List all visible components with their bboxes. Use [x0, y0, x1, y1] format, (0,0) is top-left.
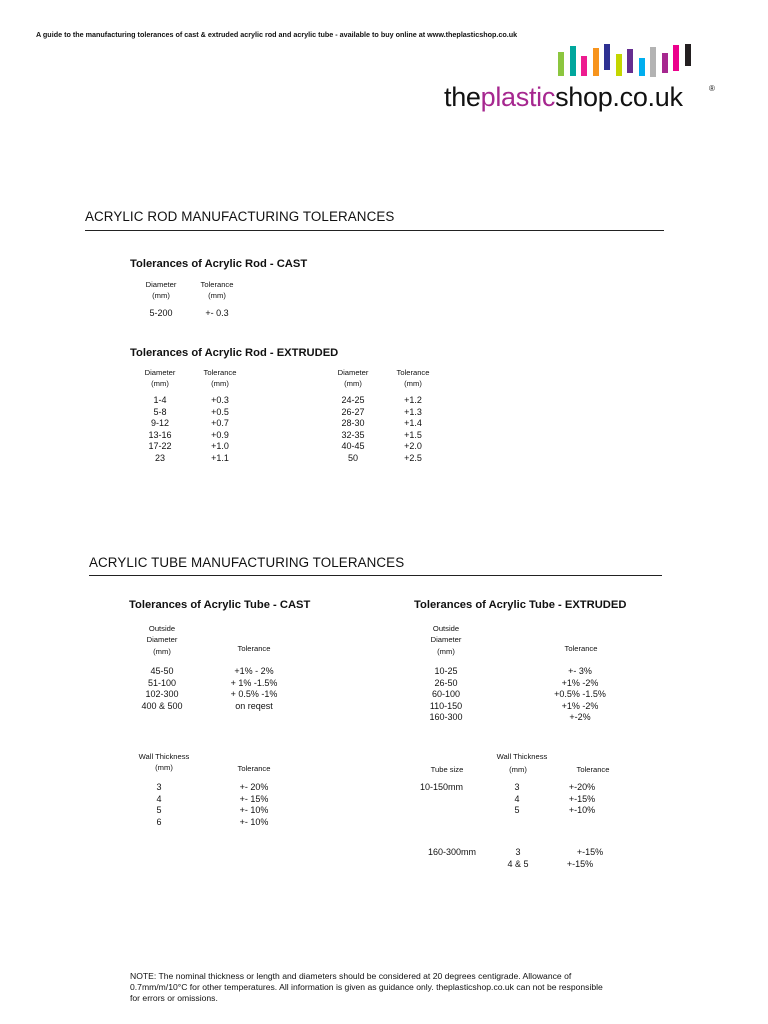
logo-bar — [616, 54, 622, 76]
tube-cast-tolerance-column — [214, 666, 294, 712]
table-cell: 3 — [156, 782, 162, 792]
table-cell: 13-16 — [148, 429, 172, 440]
table-cell: 26-27 — [341, 406, 365, 417]
table-cell: 400 & 500 — [141, 700, 183, 711]
table-cell: +1.4 — [404, 418, 422, 429]
table-cell: 160-300mm — [428, 847, 477, 857]
column-header-tolerance — [565, 764, 621, 775]
table-cell: 5 — [156, 805, 162, 816]
logo-bar — [650, 47, 656, 77]
table-cell: +2.0 — [404, 441, 422, 452]
disclaimer-note: NOTE: The nominal thickness or length and diameters should be considered at 20 degrees centigrade. Allowance of 0.7mm/m/10°C for other temperatures. All information is given as guidance only. theplasticshop.co.uk can not be responsible for errors or omissions. — [130, 971, 603, 1004]
column-header-tolerance — [553, 643, 609, 654]
column-header-tolerance — [193, 279, 241, 302]
table-cell: 17-22 — [148, 441, 172, 452]
header-outside: Outside — [148, 624, 176, 633]
header-tolerance: Tolerance — [200, 280, 234, 289]
header-diameter: Diameter — [337, 368, 369, 377]
tube-section-title: ACRYLIC TUBE MANUFACTURING TOLERANCES — [89, 555, 405, 570]
table-cell: +0.5 — [211, 406, 229, 417]
header-unit: (mm) — [344, 379, 362, 389]
header-tolerance: Tolerance — [396, 368, 430, 377]
table-cell: +0.9 — [211, 429, 229, 440]
tube-cast-wall-tolerance-column — [222, 782, 286, 828]
table-cell: 45-50 — [150, 666, 174, 676]
tube-cast-title: Tolerances of Acrylic Tube - CAST — [129, 599, 311, 611]
header-tolerance: Tolerance — [237, 764, 271, 773]
header-unit: (mm) — [437, 646, 455, 656]
table-cell: 110-150 — [429, 700, 463, 711]
table-cell: 4 & 5 — [507, 858, 529, 869]
header-tolerance: Tolerance — [237, 644, 271, 653]
table-cell: 1-4 — [153, 395, 167, 405]
tube-extruded-diameter-column — [408, 666, 484, 724]
table-cell: 5-8 — [153, 406, 167, 417]
rod-section-rule — [85, 230, 664, 231]
table-cell: 9-12 — [150, 418, 169, 429]
table-cell: +1% -2% — [561, 677, 599, 688]
rod-extruded-tolerance-column-left — [196, 395, 244, 465]
column-header-wall-thickness — [126, 751, 202, 774]
logo-bar — [685, 44, 691, 66]
header-tube-size: Tube size — [430, 765, 464, 774]
table-cell: +- 10% — [239, 816, 269, 827]
table-cell: +1.3 — [404, 406, 422, 417]
header-unit: (mm) — [404, 379, 422, 389]
table-cell: 51-100 — [147, 677, 177, 688]
column-header-outside-diameter — [418, 623, 474, 657]
header-unit: (mm) — [208, 291, 226, 301]
table-cell: 3 — [514, 782, 520, 792]
tube-section-rule — [89, 575, 662, 576]
logo-bar — [662, 53, 668, 73]
column-header-unit — [498, 764, 538, 775]
registered-mark: ® — [709, 84, 715, 93]
table-cell: +2.5 — [404, 452, 422, 463]
header-wall-thickness: Wall Thickness — [138, 752, 190, 761]
column-header-tolerance — [226, 763, 282, 774]
header-tolerance: Tolerance — [564, 644, 598, 653]
table-cell: 160-300 — [429, 712, 463, 723]
tube-size-group-2 — [428, 847, 492, 859]
table-cell: on reqest — [235, 700, 273, 711]
table-cell: 4 — [514, 793, 520, 804]
table-cell: +- 0.3 — [205, 308, 229, 318]
table-cell: 3 — [515, 847, 521, 857]
rod-extruded-diameter-column-left — [138, 395, 182, 465]
logo-text-middle: plastic — [480, 82, 556, 112]
table-cell: +1% - 2% — [234, 666, 274, 676]
tube-cast-diameter-column — [124, 666, 200, 712]
table-cell: +0.5% -1.5% — [554, 689, 606, 700]
header-unit: (mm) — [151, 379, 169, 389]
table-cell: + 1% -1.5% — [230, 677, 278, 688]
logo-bar — [570, 46, 576, 76]
column-header-tolerance — [196, 367, 244, 390]
table-cell: +-15% — [566, 858, 594, 869]
column-header-wall-thickness — [480, 751, 564, 762]
tube-cast-wall-thickness-column — [144, 782, 174, 828]
logo-bar — [558, 52, 564, 76]
table-cell: +1.1 — [211, 452, 229, 463]
rod-extruded-title: Tolerances of Acrylic Rod - EXTRUDED — [130, 347, 339, 359]
table-cell: 32-35 — [341, 429, 365, 440]
rod-extruded-diameter-column-right — [331, 395, 375, 465]
table-cell: +-15% — [576, 847, 604, 857]
rod-cast-diameter-column — [139, 308, 183, 320]
logo-bar — [604, 44, 610, 70]
table-cell: +- 3% — [568, 666, 592, 676]
table-cell: +-15% — [568, 793, 596, 804]
header-unit: (mm) — [155, 763, 173, 773]
rod-extruded-tolerance-column-right — [389, 395, 437, 465]
tube-extruded-wall-tolerance-column-2 — [552, 847, 608, 870]
logo-bar — [639, 58, 645, 76]
table-cell: 60-100 — [431, 689, 461, 700]
logo-color-bars — [558, 44, 718, 84]
header-wall-thickness: Wall Thickness — [496, 752, 548, 761]
table-cell: +1.0 — [211, 441, 229, 452]
table-cell: 24-25 — [341, 395, 365, 405]
header-unit: (mm) — [211, 379, 229, 389]
table-cell: 5 — [514, 805, 520, 816]
table-cell: +0.3 — [211, 395, 229, 405]
table-cell: 26-50 — [434, 677, 458, 688]
table-cell: +-2% — [569, 712, 591, 723]
header-outside: Outside — [432, 624, 460, 633]
column-header-diameter — [138, 367, 182, 390]
table-cell: 40-45 — [341, 441, 365, 452]
table-cell: 50 — [347, 452, 358, 463]
tube-size-group-1 — [420, 782, 482, 794]
logo-bar — [673, 45, 679, 71]
column-header-tolerance — [389, 367, 437, 390]
table-cell: 23 — [154, 452, 165, 463]
table-cell: 10-150mm — [420, 782, 464, 792]
header-tolerance: Tolerance — [203, 368, 237, 377]
table-cell: 6 — [156, 816, 162, 827]
logo-bar — [581, 56, 587, 76]
tube-extruded-wall-thickness-column-1 — [502, 782, 532, 817]
header-diameter: Diameter — [144, 368, 176, 377]
header-diameter: Diameter — [146, 635, 178, 645]
rod-cast-tolerance-column — [193, 308, 241, 320]
theplasticshop-logo[interactable] — [440, 44, 730, 114]
rod-section-title: ACRYLIC ROD MANUFACTURING TOLERANCES — [85, 209, 395, 224]
tube-extruded-wall-tolerance-column-1 — [554, 782, 610, 817]
column-header-outside-diameter — [134, 623, 190, 657]
table-cell: + 0.5% -1% — [230, 689, 278, 700]
logo-bar — [627, 49, 633, 73]
table-cell: +1.5 — [404, 429, 422, 440]
rod-cast-title: Tolerances of Acrylic Rod - CAST — [130, 258, 308, 270]
table-cell: +- 10% — [239, 805, 269, 816]
header-diameter: Diameter — [145, 280, 177, 289]
logo-wordmark — [444, 82, 683, 113]
table-cell: +-10% — [568, 805, 596, 816]
column-header-tube-size — [421, 764, 473, 775]
table-cell: 102-300 — [145, 689, 179, 700]
table-cell: +- 20% — [239, 782, 269, 792]
table-cell: +0.7 — [211, 418, 229, 429]
column-header-diameter — [139, 279, 183, 302]
header-unit: (mm) — [153, 646, 171, 656]
logo-text-prefix: the — [444, 82, 481, 112]
logo-text-suffix: shop.co.uk — [555, 82, 683, 112]
page-tagline: A guide to the manufacturing tolerances of cast & extruded acrylic rod and acrylic tube - available to buy online at www.theplasticshop.co.uk — [36, 30, 518, 39]
header-diameter: Diameter — [430, 635, 462, 645]
header-unit: (mm) — [152, 291, 170, 301]
logo-bar — [593, 48, 599, 76]
header-unit: (mm) — [509, 765, 527, 774]
tube-extruded-tolerance-column — [535, 666, 625, 724]
table-cell: +1.2 — [404, 395, 422, 405]
tube-extruded-title: Tolerances of Acrylic Tube - EXTRUDED — [414, 599, 627, 611]
table-cell: 4 — [156, 793, 162, 804]
tube-extruded-wall-thickness-column-2 — [496, 847, 540, 870]
table-cell: 5-200 — [149, 308, 173, 318]
table-cell: +1% -2% — [561, 700, 599, 711]
table-cell: 28-30 — [341, 418, 365, 429]
column-header-tolerance — [226, 643, 282, 654]
table-cell: +- 15% — [239, 793, 269, 804]
table-cell: 10-25 — [434, 666, 458, 676]
header-tolerance: Tolerance — [576, 765, 610, 774]
table-cell: +-20% — [568, 782, 596, 792]
column-header-diameter — [331, 367, 375, 390]
